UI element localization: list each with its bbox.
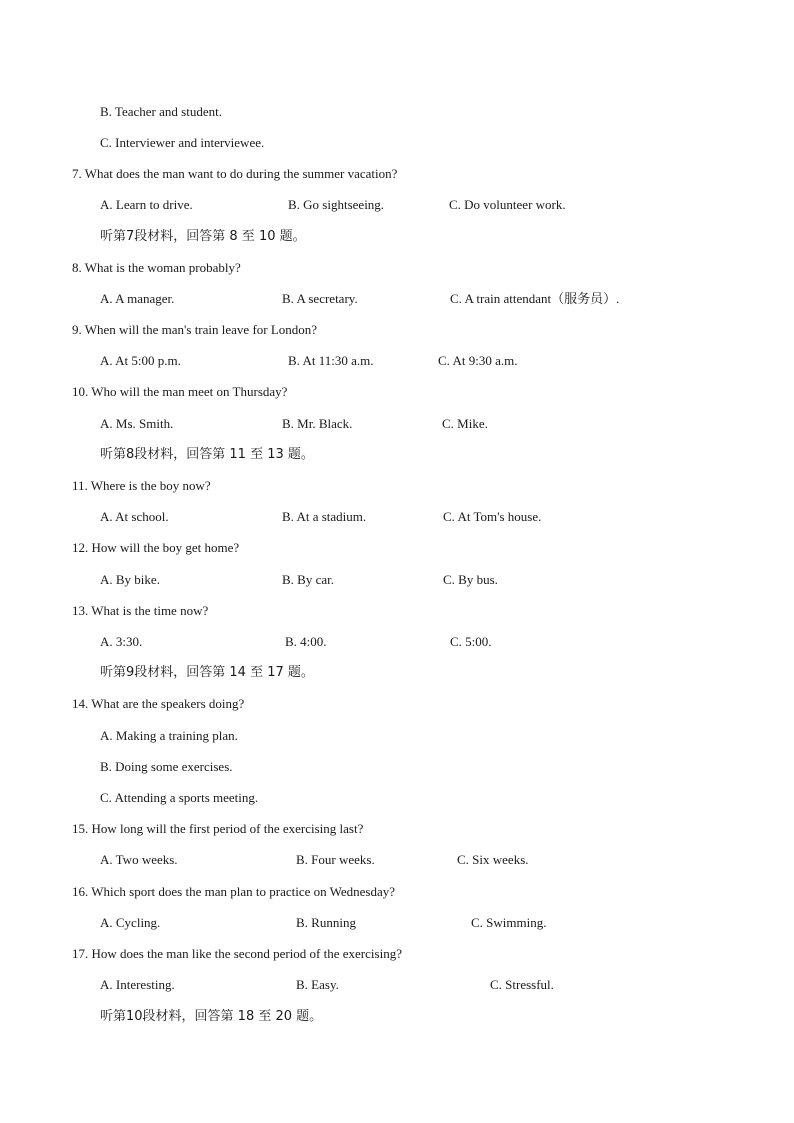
question-17-option-b: B. Easy.	[296, 977, 339, 992]
question-8-option-b: B. A secretary.	[282, 291, 358, 306]
question-15-option-c: C. Six weeks.	[457, 852, 529, 867]
question-13: 13. What is the time now?	[72, 603, 209, 618]
section-heading-7: 听第7段材料，回答第 8 至 10 题。	[100, 229, 306, 244]
section-heading-10: 听第10段材料，回答第 18 至 20 题。	[100, 1009, 323, 1024]
question-17-option-c: C. Stressful.	[490, 977, 554, 992]
question-9-option-a: A. At 5:00 p.m.	[100, 353, 181, 368]
question-14-option-c: C. Attending a sports meeting.	[100, 790, 259, 805]
question-10-option-a: A. Ms. Smith.	[100, 416, 174, 431]
question-8-option-c: C. A train attendant（服务员）.	[450, 291, 620, 306]
option-c: C. Interviewer and interviewee.	[100, 135, 265, 150]
question-15: 15. How long will the first period of the exercising last?	[72, 821, 364, 836]
question-16-option-b: B. Running	[296, 915, 356, 930]
question-12-option-c: C. By bus.	[443, 572, 498, 587]
option-b: B. Teacher and student.	[100, 104, 222, 119]
question-13-option-a: A. 3:30.	[100, 634, 143, 649]
question-16-option-c: C. Swimming.	[471, 915, 547, 930]
question-9: 9. When will the man's train leave for London?	[72, 322, 318, 337]
question-14: 14. What are the speakers doing?	[72, 696, 245, 711]
question-9-option-b: B. At 11:30 a.m.	[288, 353, 374, 368]
question-14-option-b: B. Doing some exercises.	[100, 759, 233, 774]
question-12-option-b: B. By car.	[282, 572, 334, 587]
question-17-option-a: A. Interesting.	[100, 977, 175, 992]
question-14-option-a: A. Making a training plan.	[100, 728, 238, 743]
question-11: 11. Where is the boy now?	[72, 478, 211, 493]
section-heading-9: 听第9段材料，回答第 14 至 17 题。	[100, 665, 314, 680]
question-11-option-b: B. At a stadium.	[282, 509, 367, 524]
question-13-option-b: B. 4:00.	[285, 634, 327, 649]
question-15-option-a: A. Two weeks.	[100, 852, 178, 867]
question-8: 8. What is the woman probably?	[72, 260, 241, 275]
question-10: 10. Who will the man meet on Thursday?	[72, 384, 288, 399]
question-10-option-c: C. Mike.	[442, 416, 488, 431]
question-8-option-a: A. A manager.	[100, 291, 175, 306]
question-16: 16. Which sport does the man plan to practice on Wednesday?	[72, 884, 396, 899]
question-10-option-b: B. Mr. Black.	[282, 416, 353, 431]
question-16-option-a: A. Cycling.	[100, 915, 161, 930]
question-7-option-a: A. Learn to drive.	[100, 197, 193, 212]
section-heading-8: 听第8段材料，回答第 11 至 13 题。	[100, 447, 314, 462]
question-12: 12. How will the boy get home?	[72, 540, 240, 555]
question-11-option-a: A. At school.	[100, 509, 169, 524]
question-9-option-c: C. At 9:30 a.m.	[438, 353, 518, 368]
question-17: 17. How does the man like the second period of the exercising?	[72, 946, 402, 961]
question-13-option-c: C. 5:00.	[450, 634, 492, 649]
question-11-option-c: C. At Tom's house.	[443, 509, 542, 524]
question-7-option-b: B. Go sightseeing.	[288, 197, 385, 212]
question-15-option-b: B. Four weeks.	[296, 852, 375, 867]
question-7: 7. What does the man want to do during the summer vacation?	[72, 166, 398, 181]
question-7-option-c: C. Do volunteer work.	[449, 197, 566, 212]
question-12-option-a: A. By bike.	[100, 572, 160, 587]
